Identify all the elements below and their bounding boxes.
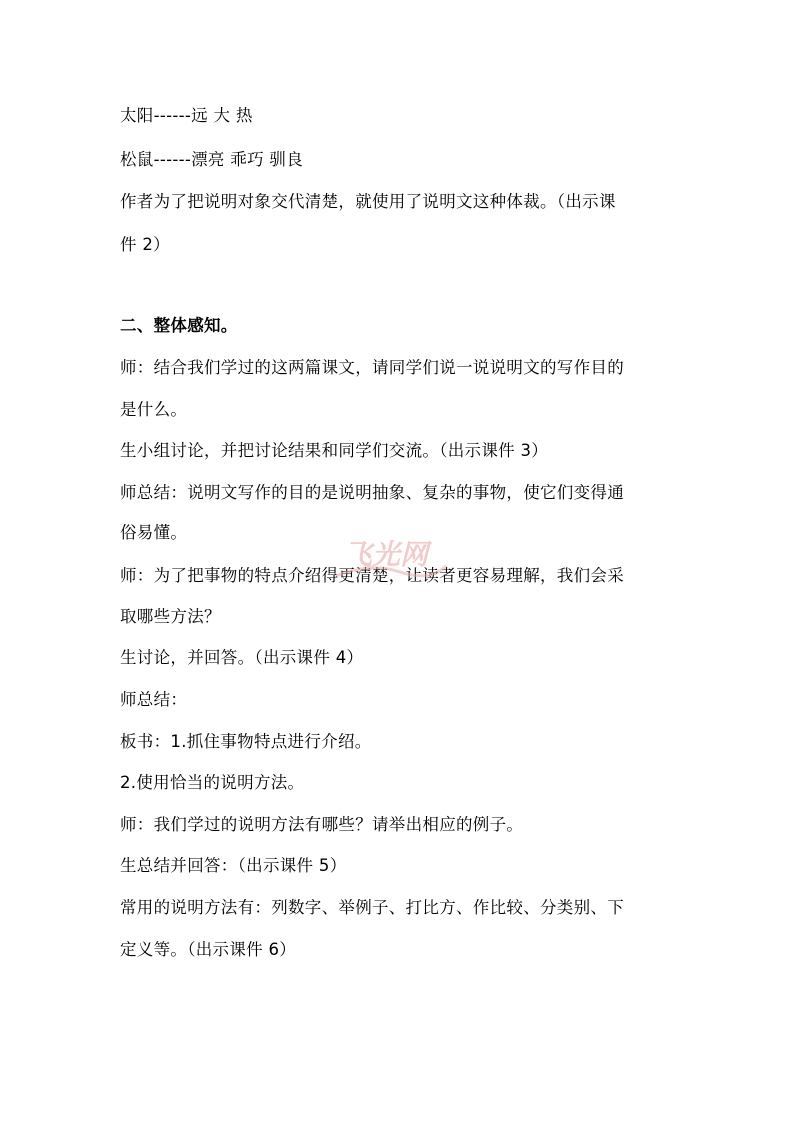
text-line: 师：我们学过的说明方法有哪些？请举出相应的例子。 <box>120 815 524 834</box>
text-line: 师：结合我们学过的这两篇课文，请同学们说一说说明文的写作目的 <box>120 358 624 377</box>
text-line: 俗易懂。 <box>120 523 188 542</box>
text-line: 定义等。（出示课件 6） <box>120 940 297 959</box>
text-line: 是什么。 <box>120 400 188 419</box>
watermark-text: 飞光网 <box>344 538 429 571</box>
section-heading: 二、整体感知。 <box>120 316 238 335</box>
text-line: 常用的说明方法有：列数字、举例子、打比方、作比较、分类别、下 <box>120 898 624 917</box>
text-line: 板书：1.抓住事物特点进行介绍。 <box>120 732 372 751</box>
text-line: 生总结并回答：（出示课件 5） <box>120 856 347 875</box>
text-line: 件 2） <box>120 235 170 254</box>
text-line: 太阳------远 大 热 <box>120 106 253 125</box>
text-line: 作者为了把说明对象交代清楚，就使用了说明文这种体裁。（出示课 <box>120 192 616 211</box>
text-line: 师总结： <box>120 690 188 709</box>
text-line: 取哪些方法？ <box>120 607 221 626</box>
text-line: 师总结：说明文写作的目的是说明抽象、复杂的事物，使它们变得通 <box>120 483 624 502</box>
text-line: 松鼠------漂亮 乖巧 驯良 <box>120 150 304 169</box>
text-line: 师：为了把事物的特点介绍得更清楚，让读者更容易理解，我们会采 <box>120 566 624 585</box>
text-line: 生小组讨论，并把讨论结果和同学们交流。（出示课件 3） <box>120 441 549 460</box>
text-line: 2.使用恰当的说明方法。 <box>120 773 305 792</box>
text-line: 生讨论，并回答。（出示课件 4） <box>120 648 364 667</box>
